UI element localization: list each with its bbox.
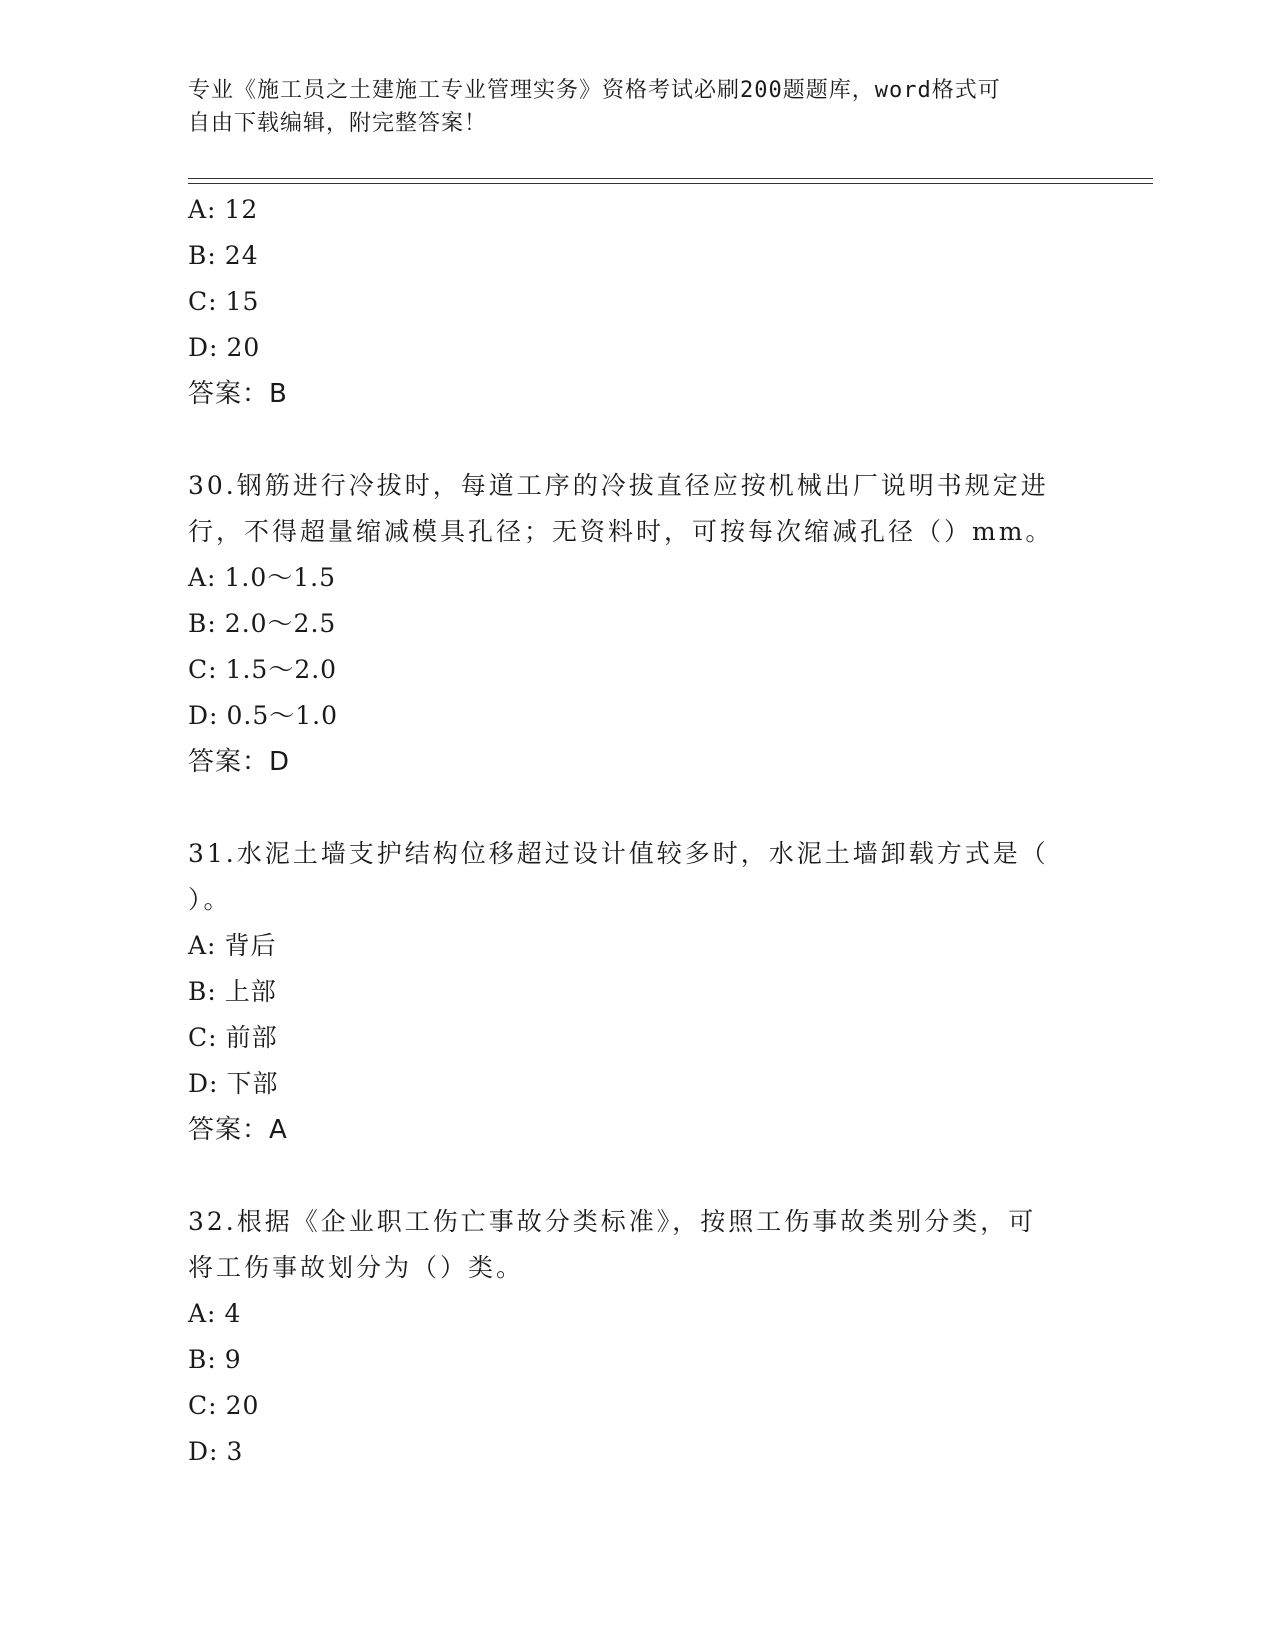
option-c bbox=[188, 1383, 1088, 1429]
option-key: B: bbox=[188, 1345, 217, 1374]
option-key: D: bbox=[188, 333, 219, 362]
question-line-1: 30.钢筋进行冷拔时，每道工序的冷拔直径应按机械出厂说明书规定进 bbox=[188, 471, 1049, 500]
option-d bbox=[188, 1061, 1088, 1107]
question-line-1: 32.根据《企业职工伤亡事故分类标准》，按照工伤事故类别分类，可 bbox=[188, 1207, 1037, 1236]
option-d bbox=[188, 1429, 1088, 1475]
option-text: 4 bbox=[224, 1299, 242, 1328]
option-key: B: bbox=[188, 977, 217, 1006]
question-text bbox=[188, 1199, 1068, 1291]
option-text: 3 bbox=[226, 1437, 244, 1466]
answer-line: 答案：B bbox=[188, 379, 288, 409]
option-text: 12 bbox=[224, 195, 259, 224]
option-key: B: bbox=[188, 241, 217, 270]
option-c bbox=[188, 647, 1088, 693]
answer-line: 答案：D bbox=[188, 747, 291, 777]
option-b bbox=[188, 601, 1088, 647]
option-text: 20 bbox=[225, 1391, 260, 1420]
option-b bbox=[188, 233, 1088, 279]
option-text: 1.5～2.0 bbox=[225, 655, 338, 684]
option-text: 20 bbox=[226, 333, 261, 362]
question-line-2: ）。 bbox=[188, 885, 232, 914]
question-text bbox=[188, 463, 1068, 555]
option-a bbox=[188, 187, 1088, 233]
option-key: D: bbox=[188, 1437, 219, 1466]
option-key: A: bbox=[188, 931, 217, 960]
option-key: A: bbox=[188, 195, 217, 224]
option-text: 1.0～1.5 bbox=[224, 563, 337, 592]
option-text: 2.0～2.5 bbox=[224, 609, 337, 638]
option-c bbox=[188, 279, 1088, 325]
option-text: 上部 bbox=[224, 977, 277, 1006]
header-line-1: 专业《施工员之土建施工专业管理实务》资格考试必刷200题题库，word格式可 bbox=[188, 78, 1001, 103]
option-text: 背后 bbox=[224, 931, 277, 960]
header-divider-top bbox=[188, 178, 1153, 179]
option-text: 下部 bbox=[226, 1069, 279, 1098]
option-text: 24 bbox=[224, 241, 259, 270]
option-text: 0.5～1.0 bbox=[226, 701, 338, 730]
option-key: D: bbox=[188, 1069, 219, 1098]
option-d bbox=[188, 693, 1088, 739]
question-line-2: 将工伤事故划分为（）类。 bbox=[188, 1253, 525, 1282]
question-31 bbox=[188, 831, 1088, 1153]
option-key: B: bbox=[188, 609, 217, 638]
header-line-2: 自由下载编辑，附完整答案！ bbox=[188, 111, 488, 136]
option-text: 9 bbox=[224, 1345, 242, 1374]
document-body bbox=[188, 187, 1088, 1475]
option-text: 前部 bbox=[225, 1023, 278, 1052]
question-text bbox=[188, 831, 1068, 923]
answer-line: 答案：A bbox=[188, 1115, 288, 1145]
option-a bbox=[188, 555, 1088, 601]
question-line-1: 31.水泥土墙支护结构位移超过设计值较多时，水泥土墙卸载方式是（ bbox=[188, 839, 1049, 868]
question-line-2: 行，不得超量缩减模具孔径；无资料时，可按每次缩减孔径（）mm。 bbox=[188, 517, 1054, 546]
option-key: A: bbox=[188, 563, 217, 592]
option-key: A: bbox=[188, 1299, 217, 1328]
option-a bbox=[188, 1291, 1088, 1337]
option-text: 15 bbox=[225, 287, 260, 316]
option-key: C: bbox=[188, 287, 218, 316]
option-b bbox=[188, 969, 1088, 1015]
option-a bbox=[188, 923, 1088, 969]
prev-question-block bbox=[188, 187, 1088, 417]
question-32 bbox=[188, 1199, 1088, 1475]
document-header bbox=[188, 74, 1068, 140]
question-30 bbox=[188, 463, 1088, 785]
option-key: D: bbox=[188, 701, 219, 730]
option-key: C: bbox=[188, 1391, 218, 1420]
header-divider-bottom bbox=[188, 183, 1153, 184]
option-b bbox=[188, 1337, 1088, 1383]
option-c bbox=[188, 1015, 1088, 1061]
option-key: C: bbox=[188, 1023, 218, 1052]
option-key: C: bbox=[188, 655, 218, 684]
option-d bbox=[188, 325, 1088, 371]
